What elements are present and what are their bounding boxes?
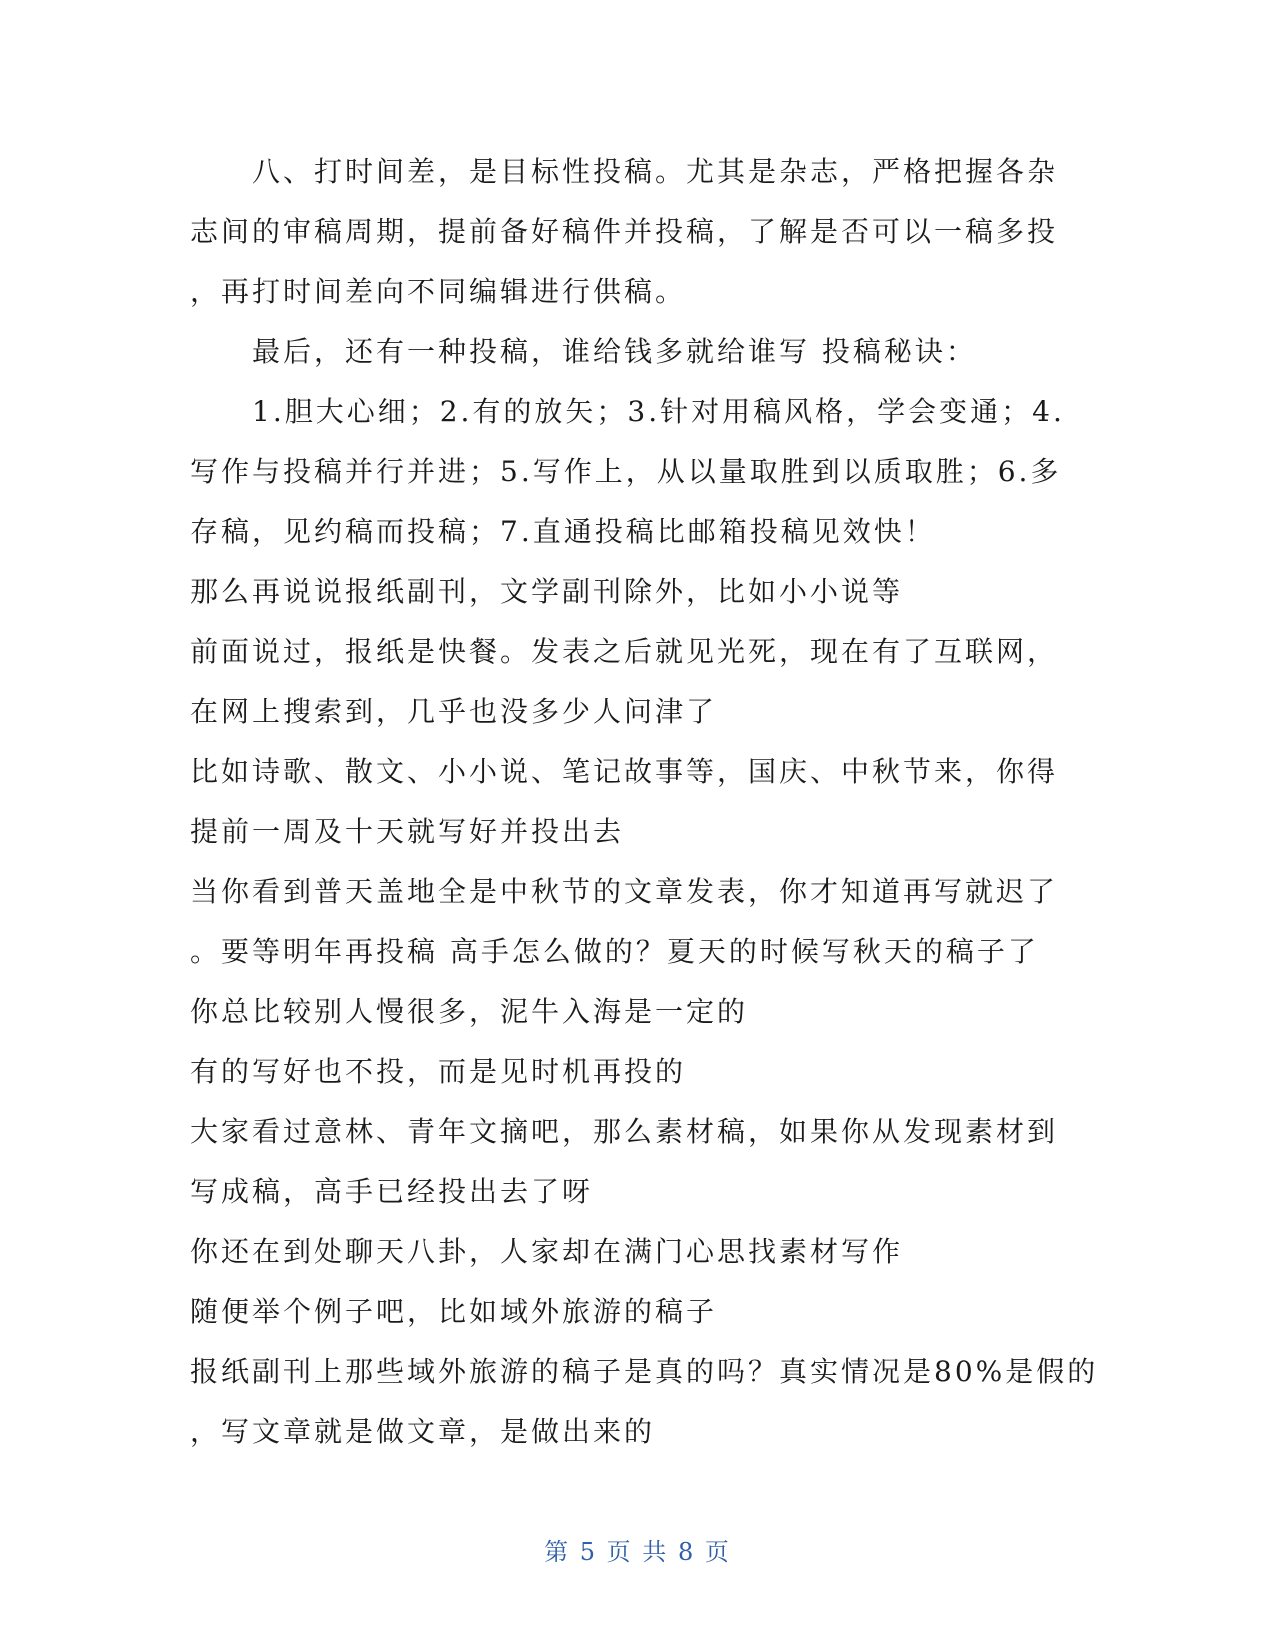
- paragraph-line: 前面说过，报纸是快餐。发表之后就见光死，现在有了互联网，: [190, 635, 1059, 668]
- page-number-footer: 第 5 页 共 8 页: [544, 1538, 731, 1566]
- paragraph-line: 八、打时间差，是目标性投稿。尤其是杂志，严格把握各杂: [252, 155, 1059, 188]
- paragraph-line: 写作与投稿并行并进；5.写作上，从以量取胜到以质取胜；6.多: [190, 455, 1062, 488]
- paragraph-line: 比如诗歌、散文、小小说、笔记故事等，国庆、中秋节来，你得: [190, 755, 1059, 788]
- paragraph-line: 提前一周及十天就写好并投出去: [190, 815, 625, 848]
- paragraph-line: 你还在到处聊天八卦，人家却在满门心思找素材写作: [190, 1235, 904, 1268]
- paragraph-line: 当你看到普天盖地全是中秋节的文章发表，你才知道再写就迟了: [190, 875, 1059, 908]
- paragraph-line: 最后，还有一种投稿，谁给钱多就给谁写 投稿秘诀：: [252, 335, 977, 368]
- paragraph-line: 志间的审稿周期，提前备好稿件并投稿，了解是否可以一稿多投: [190, 215, 1059, 248]
- document-body: [190, 142, 1099, 1462]
- paragraph-line: ，写文章就是做文章，是做出来的: [190, 1415, 656, 1448]
- paragraph-line: 存稿，见约稿而投稿；7.直通投稿比邮箱投稿见效快！: [190, 515, 936, 548]
- paragraph-line: 有的写好也不投，而是见时机再投的: [190, 1055, 687, 1088]
- paragraph-line: 写成稿，高手已经投出去了呀: [190, 1175, 594, 1208]
- paragraph-line: 1.胆大心细；2.有的放矢；3.针对用稿风格，学会变通；4.: [252, 395, 1065, 428]
- paragraph-line: 。要等明年再投稿 高手怎么做的？夏天的时候写秋天的稿子了: [190, 935, 1039, 968]
- paragraph-line: 大家看过意林、青年文摘吧，那么素材稿，如果你从发现素材到: [190, 1115, 1059, 1148]
- paragraph-line: 你总比较别人慢很多，泥牛入海是一定的: [190, 995, 749, 1028]
- paragraph-line: 随便举个例子吧，比如域外旅游的稿子: [190, 1295, 718, 1328]
- paragraph-line: 在网上搜索到，几乎也没多少人问津了: [190, 695, 718, 728]
- paragraph-line: 那么再说说报纸副刊，文学副刊除外，比如小小说等: [190, 575, 904, 608]
- paragraph-line: ，再打时间差向不同编辑进行供稿。: [190, 275, 687, 308]
- paragraph-line: 报纸副刊上那些域外旅游的稿子是真的吗？真实情况是80%是假的: [190, 1355, 1099, 1388]
